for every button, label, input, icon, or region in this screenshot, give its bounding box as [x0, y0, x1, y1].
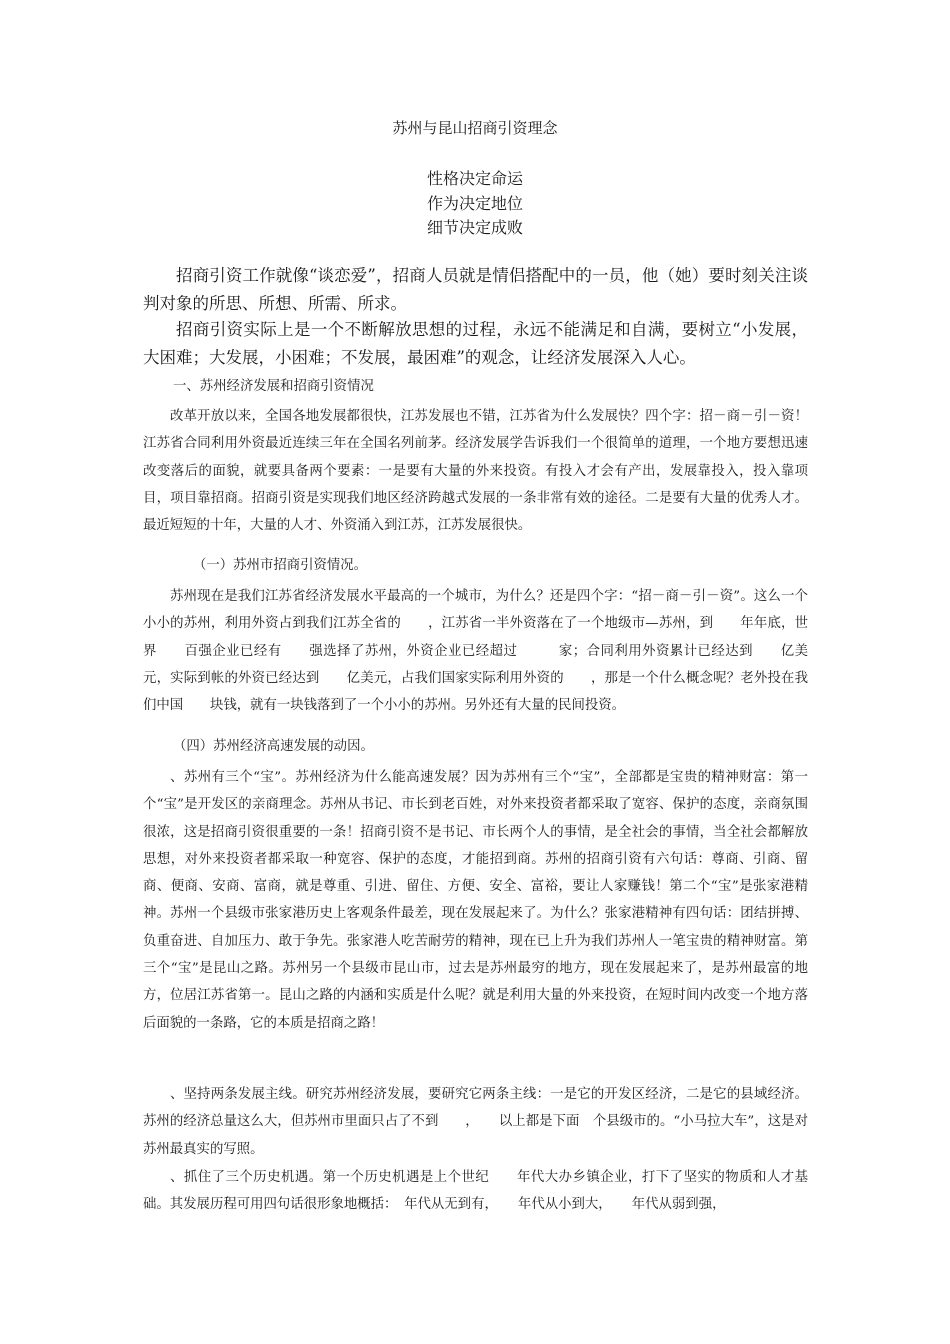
section-1-paragraph: 改革开放以来，全国各地发展都很快，江苏发展也不错，江苏省为什么发展快？四个字：招－商－引－资！江苏省合同利用外资最近连续三年在全国名列前茅。经济发展学告诉我们一个很简单的道理，一个地方要想迅速改变落后的面貌，就要具备两个要素：一是要有大量的外来投资。有投入才会有产出，发展靠投入，投入靠项目，项目靠招商。招商引资是实现我们地区经济跨越式发展的一条非常有效的途径。二是要有大量的优秀人才。最近短短的十年，大量的人才、外资涌入到江苏，江苏发展很快。 [143, 409, 808, 534]
motto-line-1: 性格决定命运 [426, 169, 523, 188]
intro-paragraph-2: 招商引资实际上是一个不断解放思想的过程，永远不能满足和自满，要树立“小发展，大困难；大发展，小困难；不发展，最困难”的观念，让经济发展深入人心。 [143, 320, 808, 367]
motto-line-3: 细节决定成败 [426, 218, 523, 237]
subsection-1-paragraph: 苏州现在是我们江苏省经济发展水平最高的一个城市，为什么？还是四个字：“招－商－引－资”。这么一个小小的苏州，利用外资占到我们江苏全省的 ，江苏省一半外资落在了一个地级市—苏州，到 年年底，世界 百强企业已经有 强选择了苏州，外资企业已经超过 家；合同利用外资累计已经达到 亿美元，实际到帐的外资已经达到 亿美元，占我们国家实际利用外资的 ，那是一个什么概念呢？老外投在我们中国 块钱，就有一块钱落到了一个小小的苏州。另外还有大量的民间投资。 [143, 589, 808, 714]
intro-paragraph-1: 招商引资工作就像“谈恋爱”，招商人员就是情侣搭配中的一员，他（她）要时刻关注谈判对象的所思、所想、所需、所求。 [143, 266, 808, 313]
document-title: 苏州与昆山招商引资理念 [392, 119, 558, 137]
driver-paragraph-2: 、坚持两条发展主线。研究苏州经济发展，要研究它两条主线：一是它的开发区经济，二是它的县域经济。苏州的经济总量这么大，但苏州市里面只占了不到 ， 以上都是下面 个县级市的。“小马拉大车”，这是对苏州最真实的写照。 [143, 1087, 808, 1157]
subsection-heading-1: （一）苏州市招商引资情况。 [193, 558, 368, 573]
section-heading-1: 一、苏州经济发展和招商引资情况 [173, 379, 374, 394]
subsection-heading-4: （四）苏州经济高速发展的动因。 [173, 739, 374, 754]
driver-paragraph-3: 、抓住了三个历史机遇。第一个历史机遇是上个世纪 年代大办乡镇企业，打下了坚实的物质和人才基础。其发展历程可用四句话很形象地概括： 年代从无到有， 年代从小到大， 年代从弱到强， [143, 1170, 808, 1213]
motto-line-2: 作为决定地位 [426, 194, 523, 213]
driver-paragraph-1: 、苏州有三个“宝”。苏州经济为什么能高速发展？因为苏州有三个“宝”，全部都是宝贵的精神财富：第一个“宝”是开发区的亲商理念。苏州从书记、市长到老百姓，对外来投资者都采取了宽容、保护的态度，亲商氛围很浓，这是招商引资很重要的一条！招商引资不是书记、市长两个人的事情，是全社会的事情，当全社会都解放思想，对外来投资者都采取一种宽容、保护的态度，才能招到商。苏州的招商引资有六句话：尊商、引商、留商、便商、安商、富商，就是尊重、引进、留住、方便、安全、富裕，要让人家赚钱！第二个“宝”是张家港精神。苏州一个县级市张家港历史上客观条件最差，现在发展起来了。为什么？张家港精神有四句话：团结拼搏、负重奋进、自加压力、敢于争先。张家港人吃苦耐劳的精神，现在已上升为我们苏州人一笔宝贵的精神财富。第三个“宝”是昆山之路。苏州另一个县级市昆山市，过去是苏州最穷的地方，现在发展起来了，是苏州最富的地方，位居江苏省第一。昆山之路的内涵和实质是什么呢？就是利用大量的外来投资，在短时间内改变一个地方落后面貌的一条路，它的本质是招商之路！ [143, 770, 808, 1031]
